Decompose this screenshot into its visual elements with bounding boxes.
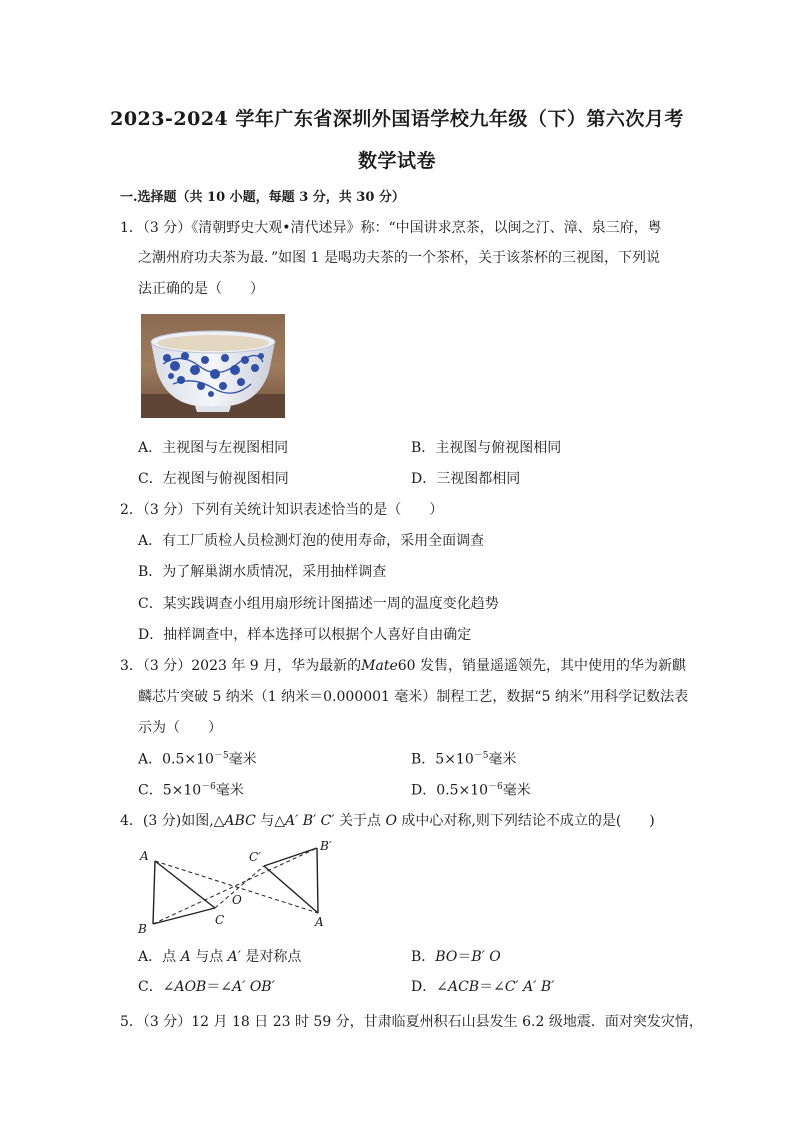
q3-a-exp: －5 — [213, 751, 229, 761]
q2-stem: 2．（3 分）下列有关统计知识表述恰当的是（ ） — [120, 502, 444, 518]
q3-d-unit: 毫米 — [502, 782, 531, 799]
tea-cup-photo — [141, 314, 285, 418]
q4-d-v2: C′ A′ B′ — [504, 979, 555, 995]
seg-C1A1 — [264, 866, 318, 913]
q3-b-unit: 毫米 — [488, 751, 517, 768]
exam-title-line2: 数学试卷 — [357, 150, 436, 172]
q1-option-a[interactable]: A．主视图与左视图相同 — [138, 440, 289, 456]
q3-b-exp: －5 — [473, 751, 489, 761]
q3-option-a[interactable] — [138, 748, 257, 769]
q4-stem — [120, 810, 655, 830]
q2-option-a[interactable]: A．有工厂质检人员检测灯泡的使用寿命，采用全面调查 — [138, 533, 485, 549]
q4-point-o: O — [385, 813, 397, 829]
q1-option-b[interactable]: B．主视图与俯视图相同 — [411, 440, 562, 456]
q3-option-b[interactable] — [411, 748, 516, 769]
label-O: O — [232, 893, 242, 907]
q3-c-unit: 毫米 — [215, 782, 244, 799]
q3-option-d[interactable] — [411, 779, 531, 800]
label-A-prime: A — [315, 915, 324, 929]
q4-stem-p3: 关于点 — [334, 813, 386, 829]
q4-c-v1: AOB — [174, 979, 207, 995]
q3-stem-line3: 示为（ ） — [138, 720, 222, 736]
q1-stem-line3: 法正确的是（ ） — [138, 281, 264, 297]
q3-stem-line2: 麟芯片突破 5 纳米（1 纳米＝0.000001 毫米）制程工艺，数据“5 纳米”用科学记数法表 — [138, 689, 689, 705]
q4-a-mid: 与点 — [190, 949, 228, 965]
q3-a-base: A．0.5×10 — [138, 751, 214, 768]
q3-a-unit: 毫米 — [228, 751, 257, 768]
q2-option-d[interactable]: D．抽样调查中，样本选择可以根据个人喜好自由确定 — [138, 627, 472, 643]
q4-abc: ABC — [224, 813, 256, 829]
q1-stem-line2: 之潮州府功夫茶为最．”如图 1 是喝功夫茶的一个茶杯，关于该茶杯的三视图，下列说 — [138, 250, 660, 266]
section-heading: 一.选择题（共 10 小题，每题 3 分，共 30 分） — [120, 190, 405, 205]
q4-c-v2: A′ OB′ — [232, 979, 275, 995]
q3-c-exp: －6 — [201, 782, 216, 792]
q4-option-a[interactable] — [138, 946, 301, 966]
q4-option-b[interactable] — [411, 946, 501, 966]
seg-B1A1 — [317, 848, 318, 913]
q2-option-b[interactable]: B．为了解巢湖水质情况，采用抽样调查 — [138, 564, 387, 580]
q3-d-base: D．0.5×10 — [411, 782, 489, 799]
q4-c-pre: C．∠ — [138, 979, 175, 995]
q4-stem-p4: 成中心对称,则下列结论不成立的是( ) — [396, 813, 655, 829]
q4-b-pre: B． — [411, 949, 436, 965]
label-B-prime: B′ — [320, 839, 332, 853]
q4-stem-p2: 与△ — [255, 813, 285, 829]
q4-b-v1: BO — [435, 949, 458, 965]
q3-stem-post: 60 发售，销量遥遥领先，其中使用的华为新麒 — [397, 658, 687, 674]
q3-b-base: B．5×10 — [411, 751, 474, 768]
tea-cup-image — [141, 314, 285, 418]
q3-c-base: C．5×10 — [138, 782, 202, 799]
q4-option-d[interactable] — [411, 976, 554, 996]
q3-option-c[interactable] — [138, 779, 244, 800]
q4-b-mid: ＝ — [457, 949, 472, 965]
q4-a1b1c1: A′ B′ C′ — [285, 813, 335, 829]
q3-mate: Mate — [361, 658, 398, 674]
q4-a-post: 是对称点 — [240, 949, 302, 965]
q4-a-v2: A′ — [227, 949, 241, 965]
central-symmetry-figure — [133, 838, 343, 934]
q4-option-c[interactable] — [138, 976, 275, 996]
label-B: B — [138, 922, 147, 934]
seg-BC — [153, 908, 215, 924]
label-C: C — [215, 913, 225, 927]
q4-stem-p1: 4．(3 分)如图,△ — [120, 813, 225, 829]
seg-C1B1 — [264, 848, 317, 866]
q1-stem-line1: 1．（3 分）《清朝野史大观•清代述异》称：“中国讲求烹茶，以闽之汀、漳、泉三府，粤 — [120, 220, 662, 236]
q3-stem-pre: 3．（3 分）2023 年 9 月，华为最新的 — [120, 658, 362, 674]
label-A: A — [140, 849, 149, 863]
q5-stem-line1: 5．（3 分）12 月 18 日 23 时 59 分，甘肃临夏州积石山县发生 6.2 级地震．面对突发灾情， — [120, 1014, 703, 1030]
q4-b-v2: B′ O — [471, 949, 501, 965]
seg-AC — [155, 861, 215, 908]
seg-AB — [153, 861, 155, 924]
q4-a-pre: A．点 — [138, 949, 181, 965]
q4-d-mid: ＝∠ — [479, 979, 505, 995]
q3-d-exp: －6 — [488, 782, 503, 792]
seg-BB1-dashed — [153, 848, 317, 924]
q4-a-v1: A — [180, 949, 191, 965]
q1-option-c[interactable]: C．左视图与俯视图相同 — [138, 471, 289, 487]
q4-c-mid: ＝∠ — [206, 979, 233, 995]
exam-title-line1: 2023-2024 学年广东省深圳外国语学校九年级（下）第六次月考 — [110, 108, 684, 130]
q4-d-v1: ACB — [447, 979, 480, 995]
q4-d-pre: D．∠ — [411, 979, 448, 995]
triangles-diagram — [133, 838, 343, 934]
label-C-prime: C′ — [249, 850, 261, 864]
q1-option-d[interactable]: D．三视图都相同 — [411, 471, 521, 487]
q3-stem-line1 — [120, 655, 686, 675]
q2-option-c[interactable]: C．某实践调查小组用扇形统计图描述一周的温度变化趋势 — [138, 596, 499, 612]
